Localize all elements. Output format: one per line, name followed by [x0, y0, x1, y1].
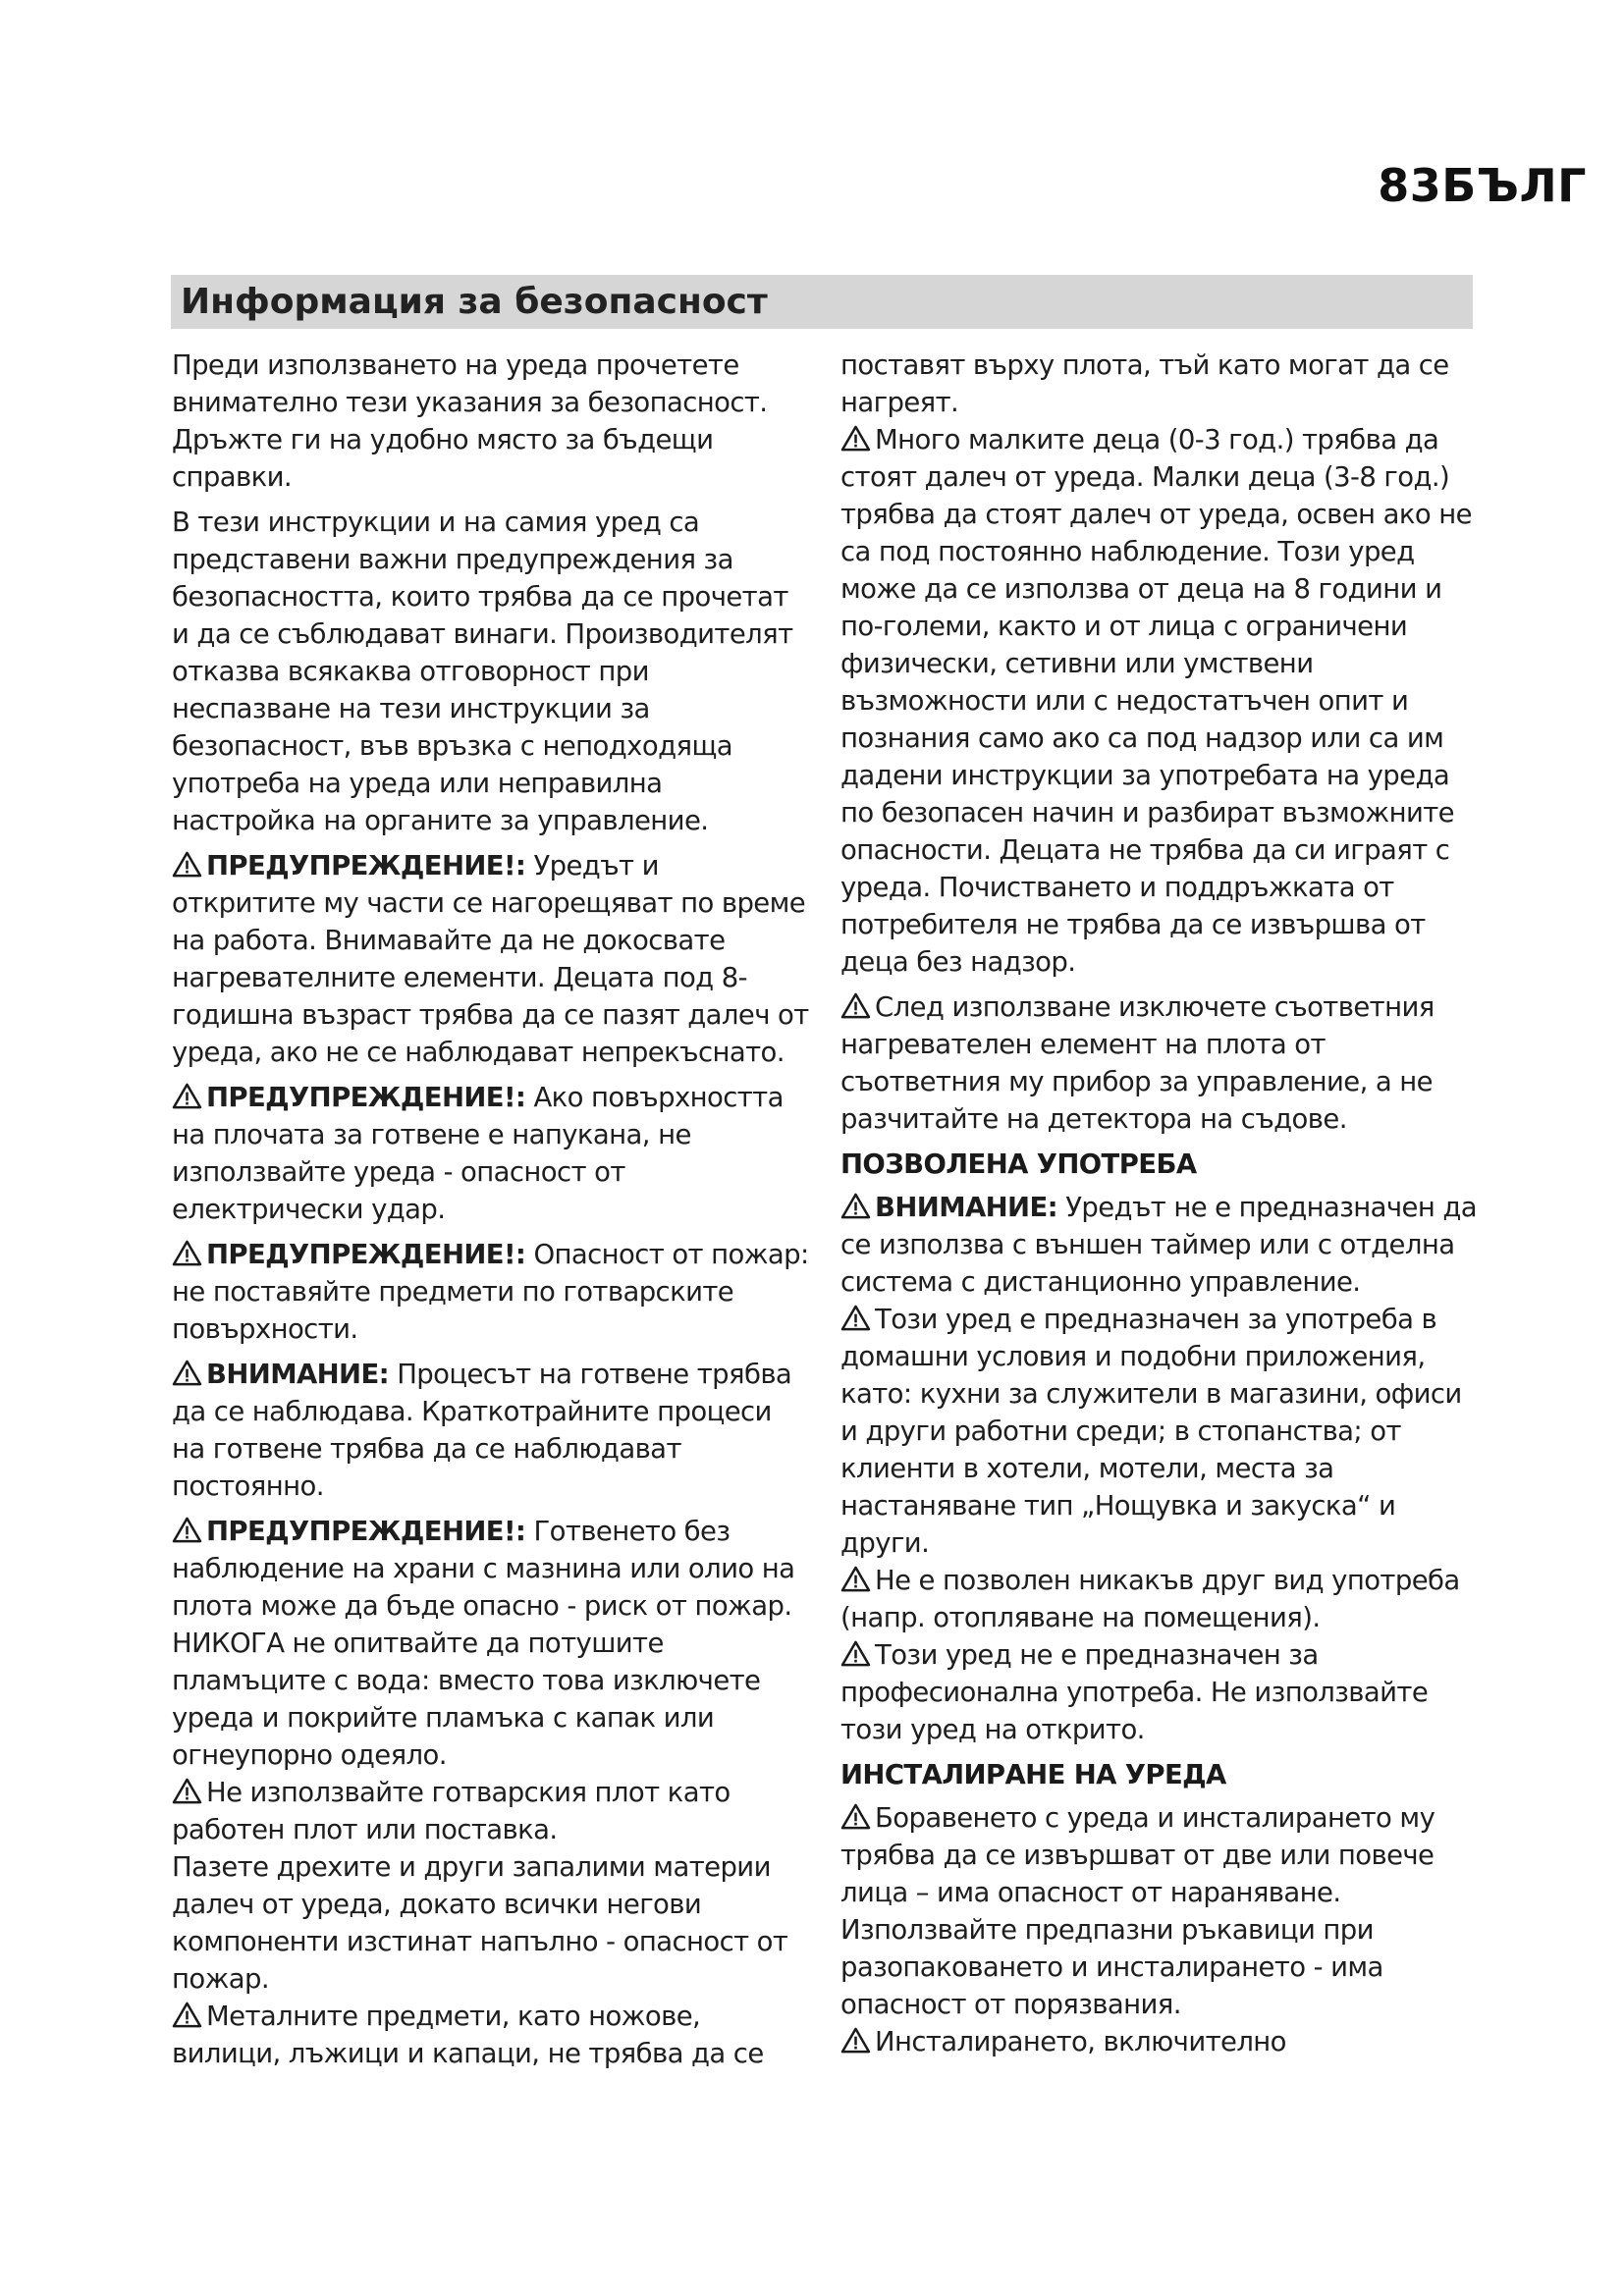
warning-paragraph — [840, 1301, 1483, 1562]
section-title-bar — [171, 275, 1473, 329]
warning-label: ВНИМАНИЕ: — [875, 1192, 1058, 1223]
paragraph: В тези инструкции и на самия уред са представени важни предупреждения за безопасността, които трябва да се прочетат и да се съблюдават винаги. Производителят отказва всякаква отговорност при неспазване на тези инструкции за безопасност, във връзка с неподходяща употреба на уреда или неправилна настройка на органите за управление. — [172, 507, 793, 836]
warning-label: ВНИМАНИЕ: — [206, 1359, 390, 1390]
warning-triangle-icon — [840, 1640, 871, 1667]
warning-triangle-icon — [172, 1517, 202, 1543]
warning-text: Уредът и откритите му части се нагорещяват по време на работа. Внимавайте да не докосвате нагревателните елементи. Децата под 8-годишна възраст трябва да се пазят далеч от уреда, ако не се наблюдават непрекъснато. — [172, 850, 809, 1068]
warning-paragraph — [840, 1562, 1483, 1636]
warning-paragraph — [172, 1774, 810, 1848]
warning-paragraph — [840, 1636, 1483, 1748]
warning-paragraph — [172, 1236, 810, 1348]
warning-triangle-icon — [172, 1778, 202, 1804]
warning-triangle-icon — [840, 1193, 871, 1219]
warning-text: След използване изключете съответния нагревателен елемент на плота от съответния му прибор за управление, а не разчитайте на детектора на съдове. — [840, 991, 1435, 1135]
subheading-installation: ИНСТАЛИРАНЕ НА УРЕДА — [840, 1759, 1226, 1790]
warning-triangle-icon — [172, 1360, 202, 1386]
warning-text: Ако повърхността на плочата за готвене е напукана, не използвайте уреда - опасност от електрически удар. — [172, 1082, 784, 1225]
warning-triangle-icon — [840, 1566, 871, 1592]
paragraph: поставят върху плота, тъй като могат да се нагреят. — [840, 349, 1449, 418]
warning-text: Не е позволен никакъв друг вид употреба (напр. отопляване на помещения). — [840, 1565, 1460, 1633]
warning-text: Опасност от пожар: не поставяйте предмети по готварските повърхности. — [172, 1239, 809, 1345]
warning-text: Готвенето без наблюдение на храни с мазнина или олио на плота може да бъде опасно - риск от пожар. НИКОГА не опитвайте да потушите пламъците с вода: вместо това изключете уреда и покрийте пламъка с капак или огнеупорно одеяло. — [172, 1516, 795, 1771]
warning-triangle-icon — [840, 1305, 871, 1331]
warning-paragraph — [840, 1189, 1483, 1301]
paragraph: Пазете дрехите и други запалими материи далеч от уреда, докато всички негови компоненти изстинат напълно - опасност от пожар. — [172, 1851, 788, 1995]
page-number: 83БЪЛГ — [1378, 159, 1587, 212]
warning-text: Уредът не е предназначен да се използва с външен таймер или с отделна система с дистанционно управление. — [840, 1192, 1478, 1298]
warning-triangle-icon — [840, 992, 871, 1019]
warning-paragraph — [840, 2023, 1483, 2060]
warning-paragraph — [840, 421, 1483, 981]
warning-text: Инсталирането, включително — [875, 2026, 1286, 2057]
subheading-allowed-use: ПОЗВОЛЕНА УПОТРЕБА — [840, 1148, 1197, 1180]
section-title: Информация за безопасност — [181, 282, 768, 322]
warning-text: Металните предмети, като ножове, вилици, лъжици и капаци, не трябва да се — [172, 2001, 764, 2069]
warning-triangle-icon — [172, 851, 202, 878]
warning-text: Много малките деца (0-3 год.) трябва да стоят далеч от уреда. Малки деца (3-8 год.) трябва да стоят далеч от уреда, освен ако не са под постоянно наблюдение. Този уред може да се използва от деца на 8 години и по-големи, както и от лица с ограничени физически, сетивни или умствени възможности или с недостатъчен опит и познания само ако са под надзор или са им дадени инструкции за употребата на уреда по безопасен начин и разбират възможните опасности. Децата не трябва да си играят с уреда. Почистването и поддръжката от потребителя не трябва да се извършва от деца без надзор. — [840, 424, 1472, 978]
intro-paragraph: Преди използването на уреда прочетете внимателно тези указания за безопасност. Дръжте ги на удобно място за бъдещи справки. — [172, 349, 768, 493]
warning-triangle-icon — [172, 1083, 202, 1109]
warning-label: ПРЕДУПРЕЖДЕНИЕ!: — [206, 850, 526, 881]
warning-text: Този уред не е предназначен за професионална употреба. Не използвайте този уред на открито. — [840, 1639, 1429, 1745]
warning-triangle-icon — [840, 1803, 871, 1830]
warning-paragraph — [840, 1799, 1483, 2023]
warning-paragraph — [172, 1513, 810, 1774]
warning-paragraph — [172, 1998, 810, 2072]
warning-label: ПРЕДУПРЕЖДЕНИЕ!: — [206, 1082, 526, 1113]
warning-triangle-icon — [172, 1240, 202, 1266]
left-column — [172, 347, 810, 2072]
warning-text: Процесът на готвене трябва да се наблюдава. Краткотрайните процеси на готвене трябва да се наблюдават постоянно. — [172, 1359, 792, 1502]
warning-triangle-icon — [172, 2002, 202, 2028]
warning-text: Този уред е предназначен за употреба в домашни условия и подобни приложения, като: кухни за служители в магазини, офиси и други работни среди; в стопанства; от клиенти в хотели, мотели, места за настаняване тип „Нощувка и закуска“ и други. — [840, 1304, 1462, 1559]
warning-triangle-icon — [840, 425, 871, 452]
warning-paragraph — [840, 988, 1483, 1138]
warning-label: ПРЕДУПРЕЖДЕНИЕ!: — [206, 1239, 526, 1270]
warning-paragraph — [172, 1079, 810, 1228]
warning-text: Боравенето с уреда и инсталирането му трябва да се извършват от две или повече лица – има опасност от нараняване. Използвайте предпазни ръкавици при разопаковането и инсталирането - има опасност от порязвания. — [840, 1802, 1435, 2020]
warning-paragraph — [172, 1356, 810, 1505]
right-column — [840, 347, 1483, 2060]
warning-text: Не използвайте готварския плот като работен плот или поставка. — [172, 1777, 731, 1845]
warning-triangle-icon — [840, 2027, 871, 2054]
warning-label: ПРЕДУПРЕЖДЕНИЕ!: — [206, 1516, 526, 1547]
warning-paragraph — [172, 847, 810, 1071]
